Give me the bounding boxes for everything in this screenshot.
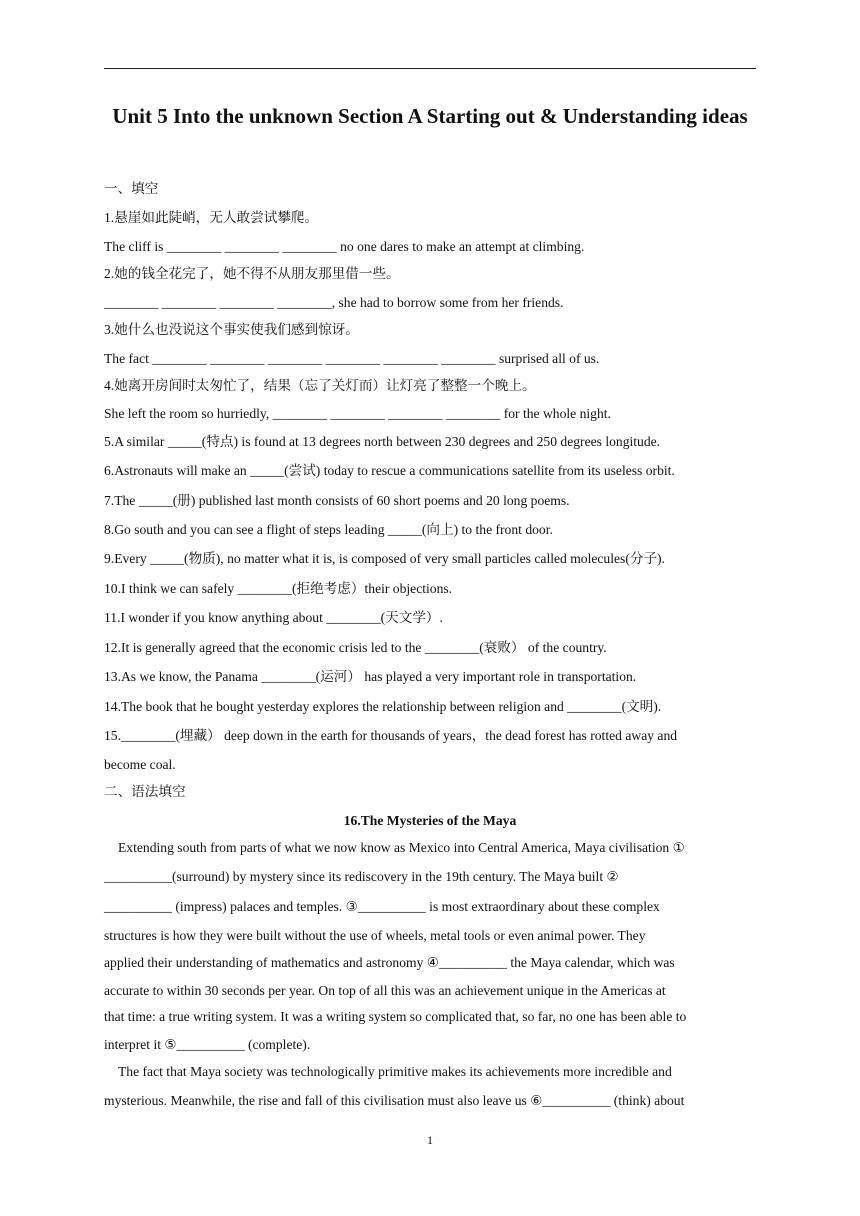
exercise-line: The cliff is ________ ________ ________ no one dares to make an attempt at climbing.	[104, 239, 585, 254]
exercise-line: 10.I think we can safely ________(拒绝考虑）their objections.	[104, 581, 453, 596]
exercise-line: become coal.	[104, 757, 176, 772]
passage-line: mysterious. Meanwhile, the rise and fall of this civilisation must also leave us ⑥__________ (think) about	[104, 1093, 685, 1108]
section-heading-fill-blanks: 一、填空	[104, 181, 159, 196]
passage-line: Extending south from parts of what we now know as Mexico into Central America, Maya civilisation ①	[118, 840, 685, 855]
passage-line: accurate to within 30 seconds per year. On top of all this was an achievement unique in the Americas at	[104, 983, 666, 998]
exercise-line: 9.Every _____(物质), no matter what it is, is composed of very small particles called molecules(分子).	[104, 551, 665, 566]
exercise-line: 2.她的钱全花完了，她不得不从朋友那里借一些。	[104, 266, 400, 281]
exercise-line: 3.她什么也没说这个事实使我们感到惊讶。	[104, 322, 359, 337]
passage-line: structures is how they were built without the use of wheels, metal tools or even animal power. They	[104, 928, 646, 943]
passage-line: The fact that Maya society was technologically primitive makes its achievements more incredible and	[118, 1064, 672, 1079]
exercise-line: 15.________(埋藏） deep down in the earth for thousands of years，the dead forest has rotted away and	[104, 728, 678, 743]
exercise-line: 8.Go south and you can see a flight of steps leading _____(向上) to the front door.	[104, 522, 553, 537]
passage-title: 16.The Mysteries of the Maya	[343, 813, 517, 828]
passage-line: __________(surround) by mystery since its rediscovery in the 19th century. The Maya built ②	[104, 869, 619, 884]
passage-line: interpret it ⑤__________ (complete).	[104, 1037, 311, 1052]
exercise-line: 6.Astronauts will make an _____(尝试) today to rescue a communications satellite from its useless orbit.	[104, 463, 675, 478]
page-number: 1	[427, 1133, 433, 1147]
header-rule	[104, 68, 756, 69]
passage-line: __________ (impress) palaces and temples. ③__________ is most extraordinary about these complex	[104, 899, 660, 914]
exercise-line: 14.The book that he bought yesterday explores the relationship between religion and ________(文明).	[104, 699, 662, 714]
exercise-line: The fact ________ ________ ________ ________ ________ ________ surprised all of us.	[104, 351, 600, 366]
exercise-line: 5.A similar _____(特点) is found at 13 degrees north between 230 degrees and 250 degrees longitude.	[104, 434, 661, 449]
passage-line: that time: a true writing system. It was a writing system so complicated that, so far, no one has been able to	[104, 1009, 687, 1024]
exercise-line: 4.她离开房间时太匆忙了，结果（忘了关灯而）让灯亮了整整一个晚上。	[104, 378, 536, 393]
exercise-line: ________ ________ ________ ________, she had to borrow some from her friends.	[104, 295, 564, 310]
exercise-line: 11.I wonder if you know anything about ________(天文学）.	[104, 610, 443, 625]
passage-line: applied their understanding of mathematics and astronomy ④__________ the Maya calendar, which was	[104, 955, 675, 970]
exercise-line: 1.悬崖如此陡峭，无人敢尝试攀爬。	[104, 210, 319, 225]
exercise-line: 12.It is generally agreed that the economic crisis led to the ________(衰败） of the country.	[104, 640, 607, 655]
page-title: Unit 5 Into the unknown Section A Starting out & Understanding ideas	[112, 104, 748, 128]
exercise-line: 13.As we know, the Panama ________(运河） has played a very important role in transportation.	[104, 669, 637, 684]
exercise-line: 7.The _____(册) published last month consists of 60 short poems and 20 long poems.	[104, 493, 570, 508]
exercise-line: She left the room so hurriedly, ________ ________ ________ ________ for the whole night.	[104, 406, 611, 421]
section-heading-grammar: 二、语法填空	[104, 784, 186, 799]
